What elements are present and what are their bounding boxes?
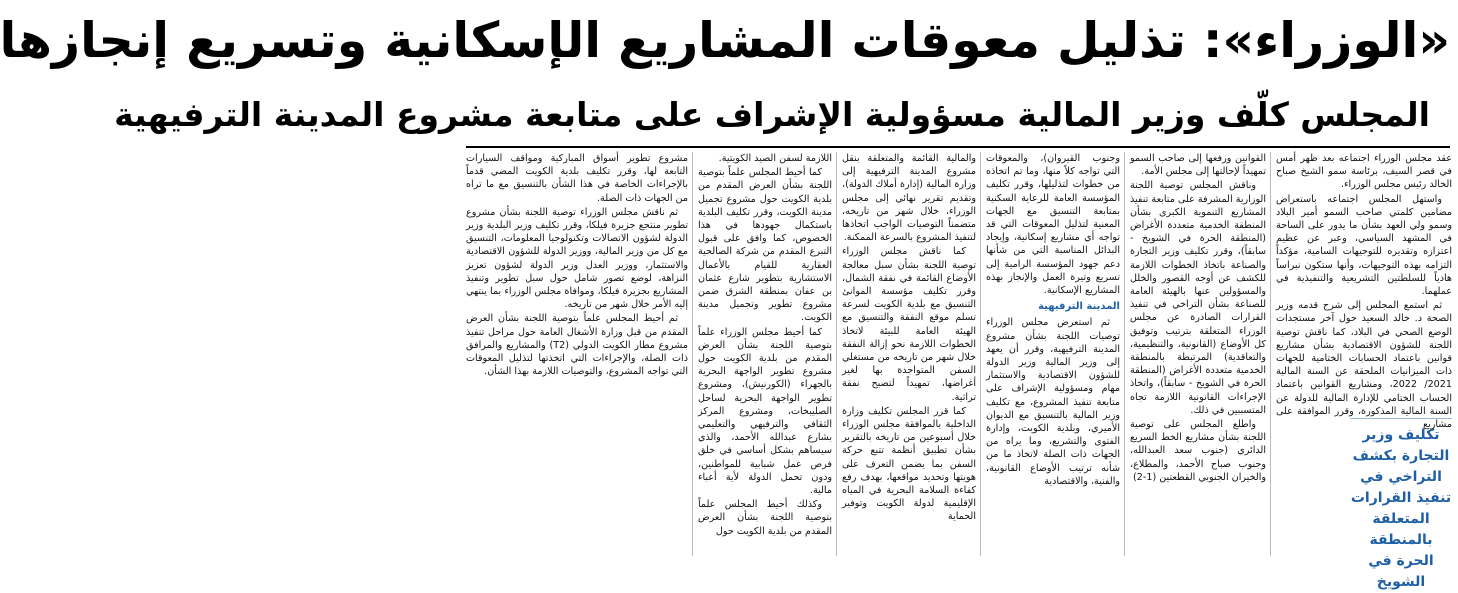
paragraph: والمالية القائمة والمتعلقة بنقل مشروع المدينة الترفيهية إلى وزارة المالية (إدارة أملاك الدولة)، وتقديم تقرير نهائي إلى مجلس الوزراء، خلال شهر من تاريخه، متضمناً التوصيات الواجب اتخاذها لتنفيذ المشروع بالسرعة الممكنة. [842, 153, 976, 244]
header-rule [466, 146, 1450, 148]
paragraph: وجنوب القيروان)، والمعوقات التي تواجه كلاً منها، وما تم اتخاذه من خطوات لتذليلها، وقرر تكليف المؤسسة العامة للرعاية السكنية بمتابعة التنسيق مع الجهات المعنية لتذليل المعوقات التي قد تواجه أي مشاريع إسكانية، وإيجاد البدائل المناسبة التي من شأنها دعم جهود المؤسسة الرامية إلى تسريع وتيرة العمل والإنجاز بهذه المشاريع الإسكانية. [986, 153, 1120, 297]
paragraph: ثم أحيط المجلس علماً بتوصية اللجنة بشأن العرض المقدم من قبل وزارة الأشغال العامة حول مراحل تنفيذ مشروع مطار الكويت الدولي (T2) والمشاريع والمرافق ذات الصلة، والإجراءات التي اتخذتها لتذليل المعوقات التي تواجه المشروع، والتوصيات اللازمة بهذا الشأن. [466, 313, 688, 378]
headline: «الوزراء»: تذليل معوقات المشاريع الإسكانية وتسريع إنجازها [0, 12, 1450, 69]
article-column-1 [1276, 152, 1452, 431]
sidebar-callout: تكليف وزير التجارة بكشف التراخي في تنفيذ القرارات المتعلقة بالمنطقة الحرة في الشويخ [1350, 418, 1452, 565]
paragraph: كما أحيط المجلس علماً بتوصية اللجنة بشأن العرض المقدم من بلدية الكويت حول مشروع تجميل مدينة الكويت، وقرر تكليف البلدية باستكمال جهودها في هذا الخصوص، كما وافق على قبول التبرع المقدم من شركة الصالحية العقارية للقيام بالأعمال الاستشارية بتطوير شارع عثمان بن عفان بمنطقة الشرق ضمن مشروع تطوير وتجميل مدينة الكويت. [698, 167, 832, 324]
paragraph: مشروع تطوير أسواق المباركية ومواقف السيارات التابعة لها، وقرر تكليف بلدية الكويت المضي قدماً بالإجراءات الخاصة في هذا الشأن بالتنسيق مع ما تراه من الجهات ذات الصلة. [466, 153, 688, 204]
article-column-3 [986, 152, 1120, 558]
subheadline: المجلس كلّف وزير المالية مسؤولية الإشراف على متابعة مشروع المدينة الترفيهية [114, 95, 1430, 134]
paragraph: واستهل المجلس اجتماعه باستعراض مضامين كلمتي صاحب السمو أمير البلاد وسمو ولي العهد بشأن ما يدور على الساحة في المشهد السياسي، وعبر عن عظيم اعتزازه وتقديره للتوجيهات السامية، مؤكداً التزامه بهذه التوجيهات، وأنها ستكون نبراساً هادياً للسلطتين التشريعية والتنفيذية في عملهما. [1276, 193, 1452, 298]
column-divider [836, 152, 837, 556]
section-subtitle: المدينة الترفيهية [1038, 301, 1120, 313]
paragraph: كما ناقش مجلس الوزراء توصية اللجنة بشأن سبل معالجة الأوضاع القائمة في نفقة الشمال، وقرر تكليف مؤسسة الموانئ التنسيق مع بلدية الكويت لسرعة تسلم موقع النفقة والتنسيق مع الهيئة العامة للبيئة لاتخاذ الخطوات اللازمة نحو إزالة النفقة خلال شهر من تاريخه من مستغلي السفن المتواجدة بها لغير أغراضها، تمهيداً لتصبح نفقة تراثية. [842, 246, 976, 403]
article-column-5 [698, 152, 832, 558]
paragraph: ثم ناقش مجلس الوزراء توصية اللجنة بشأن مشروع تطوير منتجع جزيرة فيلكا، وقرر تكليف وزير البلدية وزير الدولة لشؤون الاتصالات وتكنولوجيا المعلومات، التنسيق مع كل من وزير المالية، ووزير الدولة للشؤون الاقتصادية والاستثمار، ووزير العدل وزير الدولة لشؤون تعزيز النزاهة، لوضع تصور شامل حول سبل تطوير وتنفيذ المشاريع بجزيرة فيلكا، وموافاة مجلس الوزراء بما ينتهي إليه الأمر خلال شهر من تاريخه. [466, 206, 688, 311]
article-column-4 [842, 152, 976, 558]
paragraph: كما أحيط مجلس الوزراء علماً بتوصية اللجنة بشأن العرض المقدم من بلدية الكويت حول مشروع تطوير الواجهة البحرية بالجهراء (الكورنيش)، ومشروع تطوير الواجهة البحرية لساحل الصليبخات، ومشروع المركز الثقافي والترفيهي والتعليمي بشارع عبدالله الأحمد، والذي سيساهم بشكل أساسي في خلق فرص عمل شبابية للمواطنين، ودون تحمل الدولة لأية أعباء مالية. [698, 326, 832, 497]
paragraph: عقد مجلس الوزراء اجتماعه بعد ظهر أمس في قصر السيف، برئاسة سمو الشيخ صباح الخالد رئيس مجلس الوزراء. [1276, 153, 1452, 191]
paragraph: اللازمة لسفن الصيد الكويتية. [718, 153, 832, 164]
paragraph: ثم استعرض مجلس الوزراء توصيات اللجنة بشأن مشروع المدينة الترفيهية، وقرر أن يعهد إلى وزير المالية وزير الدولة للشؤون الاقتصادية والاستثمار مهام ومسؤولية الإشراف على متابعة تنفيذ المشروع، مع تكليف وزير المالية بالتنسيق مع الديوان الأميري، وبلدية الكويت، وإدارة الفتوى والتشريع، وما يراه من الجهات ذات الصلة لاتخاذ ما من شأنه ترتيب الأوضاع القانونية، والفنية، والاقتصادية [986, 317, 1120, 487]
paragraph: القوانين ورفعها إلى صاحب السمو تمهيداً لإحالتها إلى مجلس الأمة. [1130, 153, 1266, 178]
article-column-6 [466, 152, 688, 558]
column-divider [692, 152, 693, 556]
article-column-2 [1130, 152, 1266, 558]
column-divider [980, 152, 981, 556]
paragraph: وناقش المجلس توصية اللجنة الوزارية المشرفة على متابعة تنفيذ المشاريع التنموية الكبرى بشأن المنطقة الخدمية متعددة الأغراض (المنطقة الحرة في الشويخ - سابقاً)، وقرر تكليف وزير التجارة والصناعة باتخاذ الخطوات اللازمة للكشف عن أوجه القصور والخلل والمسؤولين عنها بالهيئة العامة للصناعة بشأن التراخي في تنفيذ القرارات الصادرة عن مجلس الوزراء المتعلقة بترتيب وتوفيق كل الأوضاع (القانونية، والتنظيمية، والتعاقدية) المرتبطة بالمنطقة الخدمية متعددة الأغراض (المنطقة الحرة في الشويخ - سابقاً)، واتخاذ الإجراءات القانونية اللازمة تجاه المتسببين في ذلك. [1130, 180, 1266, 416]
paragraph: واطلع المجلس على توصية اللجنة بشأن مشاريع الخط السريع الدائري (جنوب سعد العبدالله، وجنوب صباح الأحمد، والمطلاع، والخيران الجنوبي القطعتين (1-2) [1130, 419, 1266, 483]
column-divider [1270, 152, 1271, 556]
article-column-1-lower [1276, 416, 1346, 558]
paragraph: وكذلك أحيط المجلس علماً بتوصية اللجنة بشأن العرض المقدم من بلدية الكويت حول [698, 499, 832, 537]
paragraph: كما قرر المجلس تكليف وزارة الداخلية بالموافقة مجلس الوزراء خلال أسبوعين من تاريخه بالتقرير بشأن تطبيق أنظمة تتبع حركة السفن بما يضمن التعرف على هويتها وتحديد مواقعها، بهدف رفع كفاءة السلامة البحرية في المياه الإقليمية لدولة الكويت وتوفير الحماية [842, 405, 976, 523]
paragraph: ثم استمع المجلس إلى شرح قدمه وزير الصحة د. خالد السعيد حول آخر مستجدات الوضع الصحي في البلاد، كما ناقش توصية اللجنة للشؤون الاقتصادية بشأن مشاريع قوانين باعتماد الحسابات الختامية للجهات ذات الميزانيات الملحقة عن السنة المالية 2021/ 2022، ومشاريع القوانين باعتماد الحساب الختامي للإدارة المالية للدولة عن السنة المالية المذكورة، وقرر الموافقة على مشاريع [1276, 300, 1452, 431]
column-divider [1124, 152, 1125, 556]
